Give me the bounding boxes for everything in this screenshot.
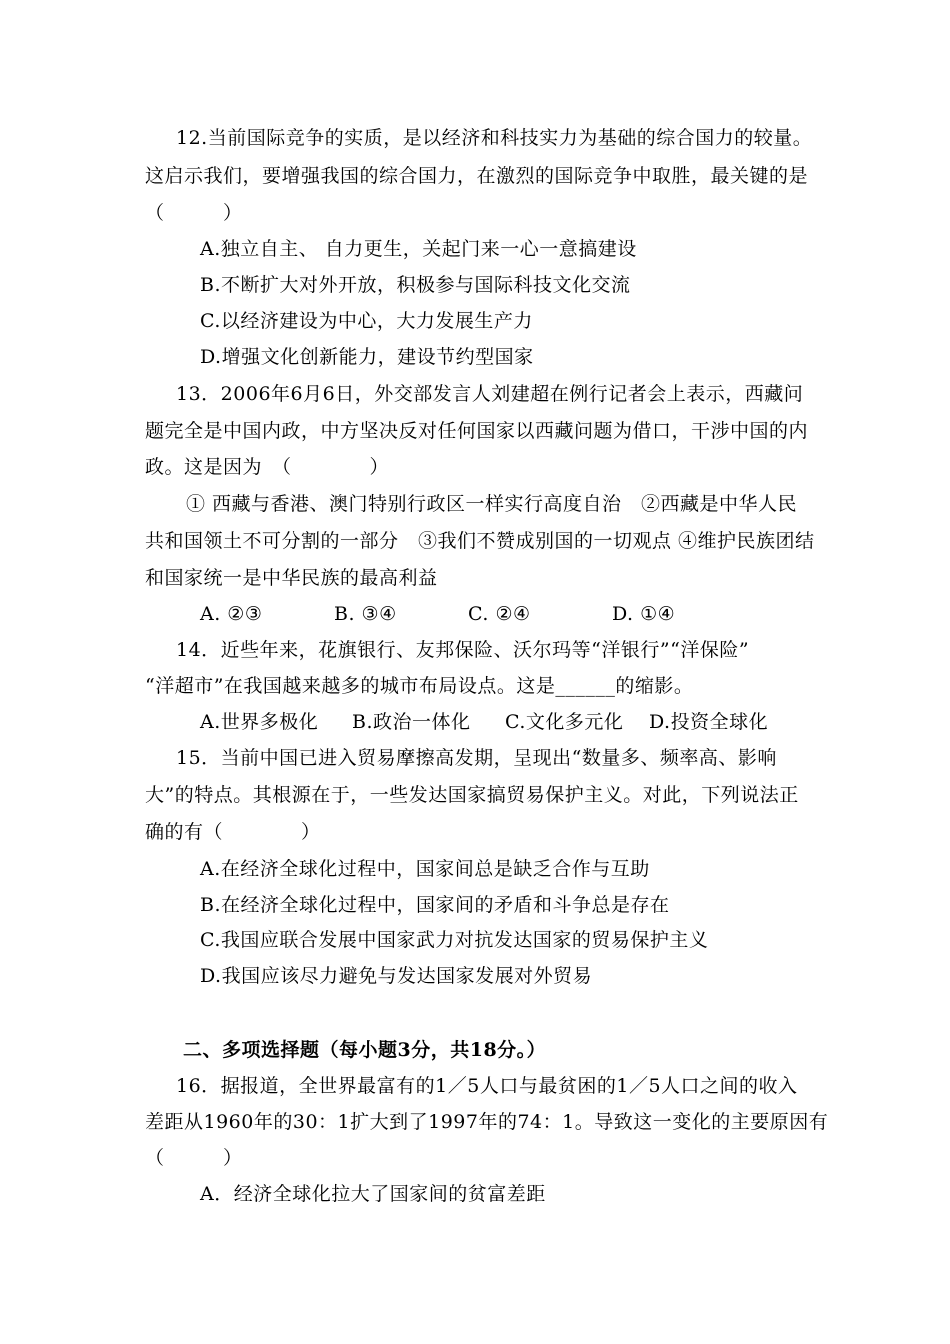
q13-item-line-3: 和国家统一是中华民族的最高利益 [145, 567, 438, 589]
q15-option-d: D.我国应该尽力避免与发达国家发展对外贸易 [200, 965, 593, 987]
q14-option-d: D.投资全球化 [649, 711, 769, 733]
q13-item-line-1: ① 西藏与香港、澳门特别行政区一样实行高度自治 ②西藏是中华人民 [186, 493, 798, 515]
q13-stem-line-1: 13．2006年6月6日，外交部发言人刘建超在例行记者会上表示，西藏问 [176, 383, 804, 405]
q14-option-c: C.文化多元化 [505, 711, 624, 733]
q12-stem-line-3: （ ） [145, 202, 243, 224]
q14-stem-line-2: “洋超市”在我国越来越多的城市布局设点。这是______的缩影。 [145, 675, 694, 697]
q13-option-d: D. ①④ [612, 603, 676, 625]
q13-stem-line-3: 政。这是因为 （ ） [145, 456, 390, 478]
q12-stem-line-1: 12.当前国际竞争的实质，是以经济和科技实力为基础的综合国力的较量。 [176, 127, 813, 149]
q12-option-b: B.不断扩大对外开放，积极参与国际科技文化交流 [200, 274, 631, 296]
q14-stem-line-1: 14．近些年来，花旗银行、友邦保险、沃尔玛等“洋银行”“洋保险” [176, 639, 750, 661]
q14-option-b: B.政治一体化 [352, 711, 471, 733]
q12-stem-line-2: 这启示我们，要增强我国的综合国力，在激烈的国际竞争中取胜，最关键的是 [145, 165, 809, 187]
q15-option-a: A.在经济全球化过程中，国家间总是缺乏合作与互助 [200, 858, 650, 880]
q12-option-c: C.以经济建设为中心，大力发展生产力 [200, 310, 533, 332]
q15-option-c: C.我国应联合发展中国家武力对抗发达国家的贸易保护主义 [200, 929, 709, 951]
q13-item-line-2: 共和国领土不可分割的一部分 ③我们不赞成别国的一切观点 ④维护民族团结 [145, 530, 815, 552]
q14-option-a: A.世界多极化 [200, 711, 319, 733]
q12-option-a: A.独立自主、 自力更生，关起门来一心一意搞建设 [200, 238, 637, 260]
q16-option-a: A．经济全球化拉大了国家间的贫富差距 [200, 1183, 546, 1205]
q14-options-row [200, 710, 768, 734]
section-2-title: 二、多项选择题（每小题3分，共18分。） [183, 1039, 547, 1061]
q15-stem-line-2: 大”的特点。其根源在于，一些发达国家搞贸易保护主义。对此，下列说法正 [145, 784, 799, 806]
q15-stem-line-1: 15．当前中国已进入贸易摩擦高发期，呈现出“数量多、频率高、影响 [176, 747, 777, 769]
q16-stem-line-3: （ ） [145, 1147, 243, 1169]
q15-stem-line-3: 确的有（ ） [145, 821, 321, 843]
q16-stem-line-2: 差距从1960年的30：1扩大到了1997年的74：1。导致这一变化的主要原因有 [145, 1111, 829, 1133]
q13-option-c: C. ②④ [468, 603, 531, 625]
q13-options-row [200, 602, 675, 626]
q16-stem-line-1: 16．据报道，全世界最富有的1／5人口与最贫困的1／5人口之间的收入 [176, 1075, 798, 1097]
q12-option-d: D.增强文化创新能力，建设节约型国家 [200, 346, 534, 368]
q15-option-b: B.在经济全球化过程中，国家间的矛盾和斗争总是存在 [200, 894, 670, 916]
q13-option-a: A. ②③ [200, 603, 263, 625]
q13-stem-line-2: 题完全是中国内政，中方坚决反对任何国家以西藏问题为借口，干涉中国的内 [145, 420, 809, 442]
q13-option-b: B. ③④ [334, 603, 397, 625]
